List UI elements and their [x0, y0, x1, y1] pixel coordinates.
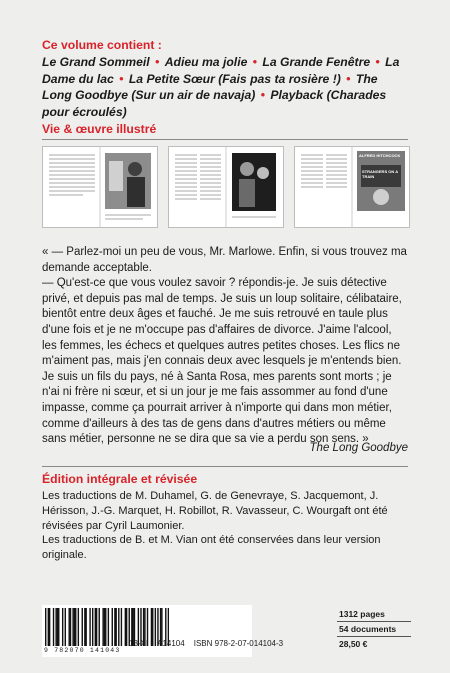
barcode-bar [58, 608, 59, 646]
title-separator: • [257, 88, 269, 102]
barcode-bar [82, 608, 83, 646]
spread-3-poster-title: STRANGERS ON A TRAIN [362, 169, 398, 179]
divider [42, 139, 408, 140]
barcode-bar [99, 608, 100, 646]
title-separator: • [342, 71, 354, 86]
title-separator: • [151, 55, 163, 69]
price: 28,50 € [339, 639, 368, 649]
contents-heading: Ce volume contient : [42, 38, 162, 52]
barcode-bar [68, 608, 69, 646]
barcode-bar [104, 608, 105, 646]
barcode-bar [55, 608, 56, 646]
barcode-bar [62, 608, 63, 646]
barcode-bar [92, 608, 93, 646]
barcode-bar [72, 608, 73, 646]
spread-3-caption: ALFRED HITCHCOCK [359, 153, 401, 158]
barcode-bar [48, 608, 49, 646]
edition-paragraph: Les traductions de M. Duhamel, G. de Genevraye, S. Jacquemont, J. Hérisson, J.-G. Marquet, H. Robillot, R. Vavasseur, C. Wourgaft ont été révisées par Cyril Laumonier. [42, 490, 388, 532]
barcode-bar [102, 608, 103, 646]
barcode-bar [45, 608, 46, 646]
barcode-bar [95, 608, 96, 646]
barcode-bar [96, 608, 97, 646]
contents-list [42, 54, 408, 120]
barcode-bar [75, 608, 76, 646]
barcode-bar [125, 608, 126, 646]
quote-source: The Long Goodbye [309, 442, 408, 454]
volume-title: Playback (Charades pour écroulés) [42, 88, 387, 119]
quote-paragraph: « — Parlez-moi un peu de vous, Mr. Marlowe. Enfin, si vous trouvez ma demande acceptable. [42, 246, 407, 274]
code-item: ISBN 978-2-07-014104-3 [193, 639, 284, 648]
barcode-bar [115, 608, 116, 646]
barcode-bar [105, 608, 106, 646]
spread-2-image [169, 147, 283, 227]
spread-3-image [295, 147, 409, 227]
barcode-bar [114, 608, 115, 646]
barcode-bar [57, 608, 58, 646]
barcode-bar [74, 608, 75, 646]
volume-title: La Dame du lac [42, 55, 400, 86]
code-item: A14104 [157, 639, 185, 648]
spread-1-image [43, 147, 157, 227]
barcode-bar [85, 608, 86, 646]
illustrated-heading: Vie & œuvre illustré [42, 122, 157, 136]
barcode-bar [126, 608, 127, 646]
barcode [42, 605, 252, 657]
spread-thumbnail-1 [42, 146, 158, 228]
code-line [129, 639, 292, 648]
document-count: 54 documents [337, 622, 411, 637]
edition-text [42, 489, 408, 563]
spread-thumbnail-3 [294, 146, 410, 228]
barcode-bar [84, 608, 85, 646]
quote-block [42, 245, 408, 448]
barcode-bar [78, 608, 79, 646]
barcode-bar [121, 608, 122, 646]
barcode-bar [53, 608, 54, 646]
barcode-bar [108, 608, 109, 646]
page-count: 1312 pages [337, 607, 411, 622]
title-separator: • [249, 55, 261, 69]
quote-paragraph: — Qu'est-ce que vous voulez savoir ? répondis-je. Je suis détective privé, et depuis pas mal de temps. Je suis un loup solitaire, célibataire, bientôt entre deux âges et fauché. Je me suis retrouvé en taule plus d'une fois et je ne m'occupe pas d'affaires de divorce. J'aime l'alcool, les femmes, les échecs et quelques autres petites choses. Les flics ne m'aiment pas, mais j'en connais deux avec lesquels je m'entends bien. Je suis un fils du pays, né à Santa Rosa, mes parents sont morts ; je n'ai ni frère ni sœur, et si un jour je me fais assommer au fond d'une impasse, comme ça pourrait arriver à n'importe qui dans mon métier, comme d'ailleurs à des tas de gens dans d'autres métiers ou même sans métier, personne ne se dira que sa vie a perdu son sens. » [42, 277, 402, 446]
volume-title: Adieu ma jolie [164, 55, 248, 69]
barcode-bar [70, 608, 71, 646]
code-item: 13-XI [129, 639, 149, 648]
volume-title: Le Grand Sommeil [42, 55, 150, 69]
edition-heading: Édition intégrale et révisée [42, 472, 198, 486]
divider [42, 466, 408, 467]
barcode-bar [112, 608, 113, 646]
volume-title: La Petite Sœur (Fais pas ta rosière !) [128, 71, 341, 86]
barcode-bar [118, 608, 119, 646]
barcode-bar [89, 608, 90, 646]
info-box [337, 607, 411, 651]
barcode-digits: 9 782070 141043 [44, 647, 121, 654]
barcode-bar [49, 608, 50, 646]
edition-paragraph: Les traductions de B. et M. Vian ont été conservées dans leur version originale. [42, 534, 381, 562]
volume-title: La Grande Fenêtre [262, 55, 371, 69]
volume-title: The Long Goodbye (Sur un air de navaja) [42, 71, 378, 102]
title-separator: • [372, 55, 384, 69]
title-separator: • [115, 71, 127, 86]
barcode-bar [65, 608, 66, 646]
spread-thumbnail-2 [168, 146, 284, 228]
